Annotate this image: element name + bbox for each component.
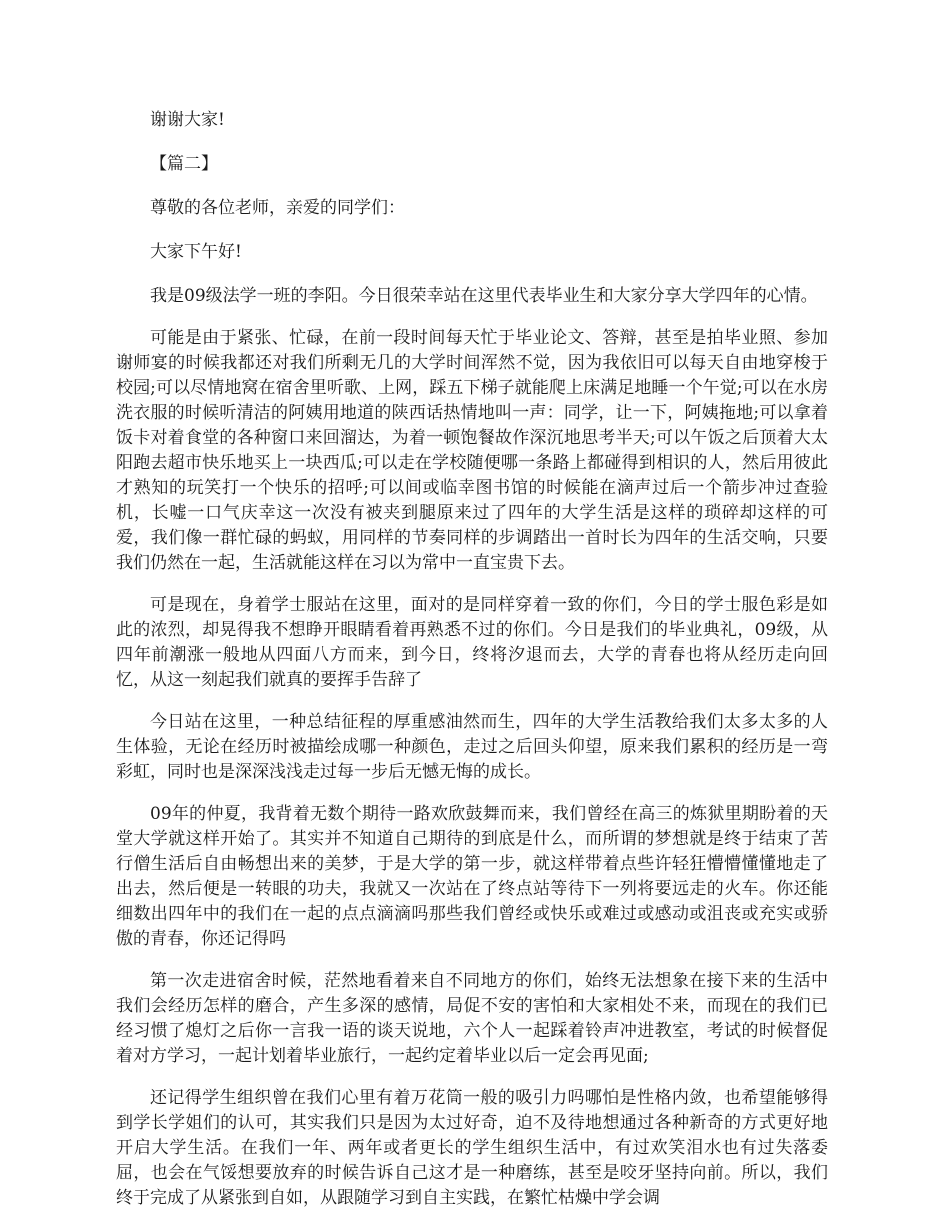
- paragraph-salutation: 尊敬的各位老师，亲爱的同学们：: [150, 198, 405, 218]
- paragraph-dormitory: 第一次走进宿舍时候，茫然地看着来自不同地方的你们，始终无法想象在接下来的生活中我们会经历怎样的磨合，产生多深的感情，局促不安的害怕和大家相处不来，而现在的我们已经习惯了熄灯之后你一言我一语的谈天说地，六个人一起踩着铃声冲进教室，考试的时候督促着对方学习，一起计划着毕业旅行，一起约定着毕业以后一定会再见面;: [116, 971, 828, 1066]
- paragraph-graduation-ceremony: 可是现在，身着学士服站在这里，面对的是同样穿着一致的你们，今日的学士服色彩是如此的浓烈，却晃得我不想睁开眼睛看着再熟悉不过的你们。今日是我们的毕业典礼，09级，从四年前潮涨一般地从四面八方而来，到今日，终将汐退而去，大学的青春也将从经历走向回忆，从这一刻起我们就真的要挥手告辞了: [116, 595, 828, 690]
- paragraph-reflection: 今日站在这里，一种总结征程的厚重感油然而生，四年的大学生活教给我们太多太多的人生体验，无论在经历时被描绘成哪一种颜色，走过之后回头仰望，原来我们累积的经历是一弯彩虹，同时也是深深浅浅走过每一步后无憾无悔的成长。: [116, 712, 828, 782]
- document-body: [116, 108, 828, 1228]
- paragraph-greeting: 大家下午好!: [150, 242, 242, 262]
- paragraph-introduction: 我是09级法学一班的李阳。今日很荣幸站在这里代表毕业生和大家分享大学四年的心情。: [150, 286, 818, 306]
- paragraph-arrival-memory: 09年的仲夏，我背着无数个期待一路欢欣鼓舞而来，我们曾经在高三的炼狱里期盼着的天堂大学就这样开始了。其实并不知道自己期待的到底是什么，而所谓的梦想就是终于结束了苦行僧生活后自由畅想出来的美梦，于是大学的第一步，就这样带着点些许轻狂懵懵懂懂地走了出去，然后便是一转眼的功夫，我就又一次站在了终点站等待下一列将要远走的火车。你还能细数出四年中的我们在一起的点点滴滴吗那些我们曾经或快乐或难过或感动或沮丧或充实或骄傲的青春，你还记得吗: [116, 804, 828, 949]
- paragraph-thanks: 谢谢大家!: [150, 110, 225, 130]
- paragraph-campus-life: 可能是由于紧张、忙碌，在前一段时间每天忙于毕业论文、答辩，甚至是拍毕业照、参加谢师宴的时候我都还对我们所剩无几的大学时间浑然不觉，因为我依旧可以每天自由地穿梭于校园;可以尽情地窝在宿舍里听歌、上网，踩五下梯子就能爬上床满足地睡一个午觉;可以在水房洗衣服的时候听清洁的阿姨用地道的陕西话热情地叫一声：同学，让一下，阿姨拖地;可以拿着饭卡对着食堂的各种窗口来回溜达，为着一顿饱餐故作深沉地思考半天;可以午饭之后顶着大太阳跑去超市快乐地买上一块西瓜;可以走在学校随便哪一条路上都碰得到相识的人，然后用彼此才熟知的玩笑打一个快乐的招呼;可以间或临幸图书馆的时候能在滴声过后一个箭步冲过查验机，长嘘一口气庆幸这一次没有被夹到腿原来过了四年的大学生活是这样的琐碎却这样的可爱，我们像一群忙碌的蚂蚁，用同样的节奏同样的步调踏出一首时长为四年的生活交响，只要我们仍然在一起，生活就能这样在习以为常中一直宝贵下去。: [116, 328, 829, 573]
- paragraph-student-organization: 还记得学生组织曾在我们心里有着万花筒一般的吸引力吗哪怕是性格内敛，也希望能够得到学长学姐们的认可，其实我们只是因为太过好奇，迫不及待地想通过各种新奇的方式更好地开启大学生活。在我们一年、两年或者更长的学生组织生活中，有过欢笑泪水也有过失落委屈，也会在气馁想要放弃的时候告诉自己这才是一种磨练，甚至是咬牙坚持向前。所以，我们终于完成了从紧张到自如，从跟随学习到自主实践，在繁忙枯燥中学会调: [116, 1088, 828, 1208]
- section-heading: 【篇二】: [150, 154, 218, 174]
